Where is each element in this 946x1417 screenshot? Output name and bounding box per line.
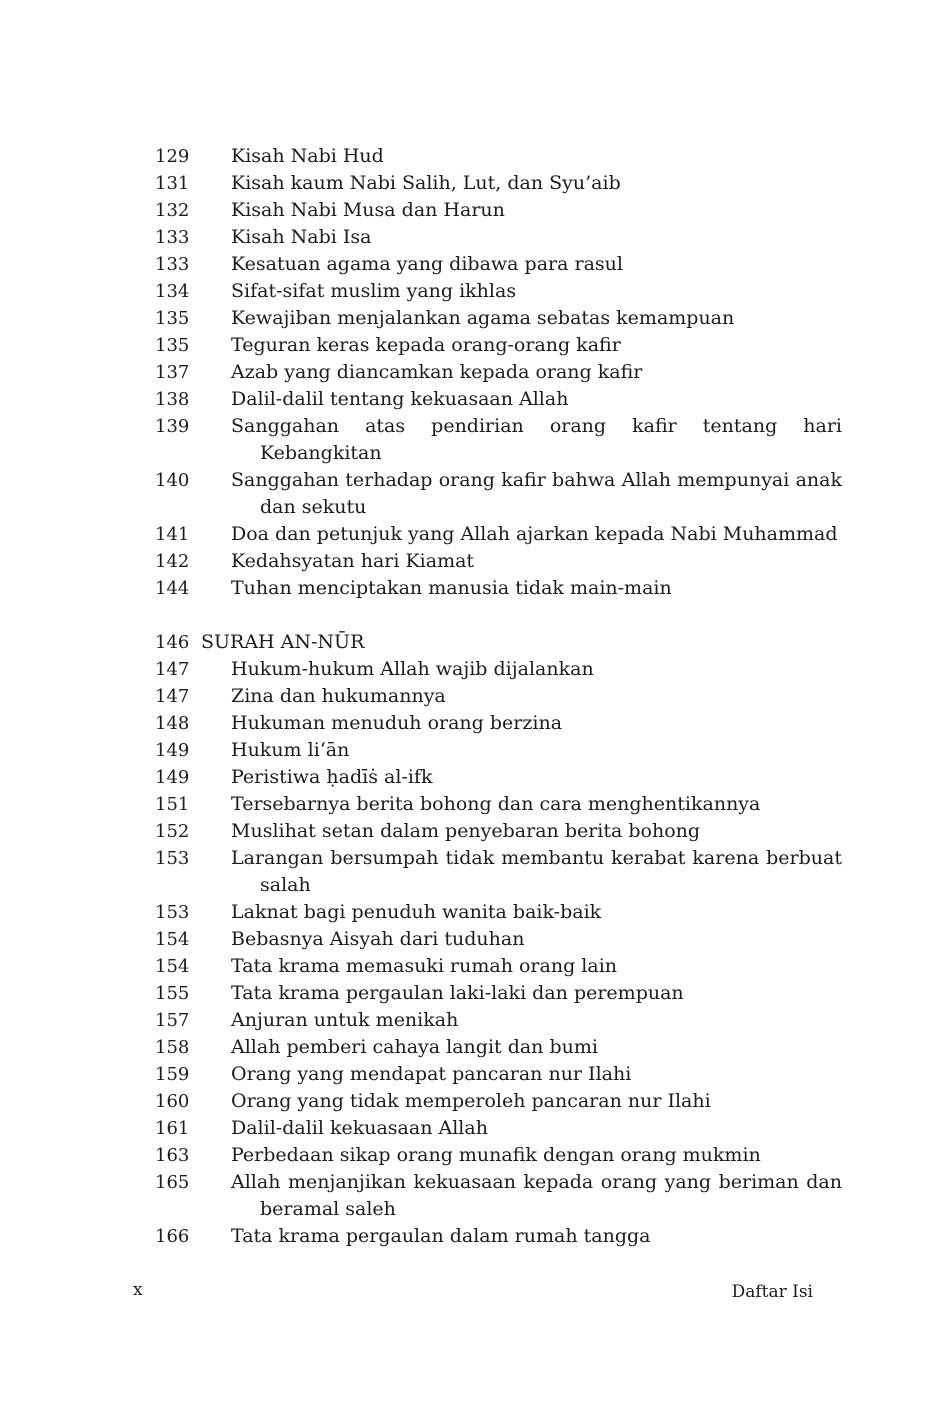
toc-entry [0, 359, 946, 386]
toc-entry-title: Doa dan petunjuk yang Allah ajarkan kepada Nabi Muhammad [231, 523, 838, 545]
toc-page-number: 158 [155, 1037, 190, 1058]
toc-entry [0, 1088, 946, 1115]
toc-entry-title: Tata krama pergaulan dalam rumah tangga [231, 1225, 651, 1247]
toc-page-number: 129 [155, 146, 190, 167]
toc-page-number: 131 [155, 173, 190, 194]
toc-entry [0, 953, 946, 980]
toc-entry-title: Allah menjanjikan kekuasaan kepada orang yang beriman dan beramal saleh [231, 1171, 842, 1220]
toc-entry-title: Kisah Nabi Musa dan Harun [231, 199, 505, 221]
toc-entry [0, 818, 946, 845]
toc-entry-title: Kedahsyatan hari Kiamat [231, 550, 475, 572]
toc-page-number: 138 [155, 389, 190, 410]
toc-entry-title: Dalil-dalil kekuasaan Allah [231, 1117, 488, 1139]
toc-entry [0, 764, 946, 791]
toc-entry [0, 332, 946, 359]
toc-entry [0, 1169, 946, 1223]
toc-entry [0, 899, 946, 926]
toc-page-number: 165 [155, 1172, 190, 1193]
toc-entry-title: Hukuman menuduh orang berzina [231, 712, 563, 734]
toc-entry-title: Kisah Nabi Hud [231, 145, 384, 167]
toc-entry [0, 521, 946, 548]
footer-running-title: Daftar Isi [731, 1282, 813, 1302]
toc-entry-title: Tata krama pergaulan laki-laki dan perempuan [231, 982, 684, 1004]
toc-page-number: 134 [155, 281, 190, 302]
toc-entry-title: Tuhan menciptakan manusia tidak main-main [231, 577, 672, 599]
toc-page-number: 135 [155, 308, 190, 329]
toc-page-number: 146 [155, 632, 190, 653]
toc-page-number: 149 [155, 740, 190, 761]
toc-entry [0, 845, 946, 899]
toc-page-number: 133 [155, 227, 190, 248]
toc-entry-title: Sifat-sifat muslim yang ikhlas [231, 280, 517, 302]
toc-entry-title: Dalil-dalil tentang kekuasaan Allah [231, 388, 569, 410]
toc-page-number: 151 [155, 794, 190, 815]
toc-entry-title: Sanggahan atas pendirian orang kafir tentang hari Kebangkitan [231, 415, 842, 464]
toc-page-number: 139 [155, 416, 190, 437]
toc-entry [0, 251, 946, 278]
toc-entry [0, 1142, 946, 1169]
toc-heading-title: SURAH AN-NŪR [201, 631, 365, 653]
toc-entry-title: Teguran keras kepada orang-orang kafir [231, 334, 621, 356]
toc-entry-title: Tersebarnya berita bohong dan cara menghentikannya [231, 793, 761, 815]
toc-entry [0, 1007, 946, 1034]
toc-entry [0, 278, 946, 305]
toc-entry [0, 575, 946, 602]
footer-page-number: x [133, 1280, 143, 1300]
toc-entry [0, 683, 946, 710]
toc-entry [0, 170, 946, 197]
toc-entry-title: Laknat bagi penuduh wanita baik-baik [231, 901, 602, 923]
toc-page-number: 147 [155, 686, 190, 707]
toc-entry-title: Orang yang mendapat pancaran nur Ilahi [231, 1063, 632, 1085]
toc-page-number: 160 [155, 1091, 190, 1112]
toc-page-number: 148 [155, 713, 190, 734]
toc-entry [0, 1034, 946, 1061]
toc-entry-title: Bebasnya Aisyah dari tuduhan [231, 928, 525, 950]
toc-entry-title: Kesatuan agama yang dibawa para rasul [231, 253, 623, 275]
toc-entry-title: Perbedaan sikap orang munafik dengan orang mukmin [231, 1144, 761, 1166]
toc-entry [0, 143, 946, 170]
toc-entry [0, 980, 946, 1007]
toc-page-number: 141 [155, 524, 190, 545]
toc-page-number: 144 [155, 578, 190, 599]
section-gap [0, 602, 946, 629]
toc-entry-title: Orang yang tidak memperoleh pancaran nur Ilahi [231, 1090, 711, 1112]
table-of-contents [0, 143, 946, 1250]
toc-section-heading [0, 629, 946, 656]
toc-entry [0, 737, 946, 764]
toc-page-number: 159 [155, 1064, 190, 1085]
toc-entry-title: Larangan bersumpah tidak membantu kerabat karena berbuat salah [231, 847, 842, 896]
toc-entry-title: Peristiwa ḥadīṡ al-ifk [231, 766, 433, 788]
toc-page-number: 147 [155, 659, 190, 680]
toc-entry [0, 710, 946, 737]
toc-page-number: 153 [155, 902, 190, 923]
toc-entry-title: Kewajiban menjalankan agama sebatas kemampuan [231, 307, 735, 329]
toc-entry [0, 1223, 946, 1250]
toc-page-number: 153 [155, 848, 190, 869]
toc-entry-title: Anjuran untuk menikah [231, 1009, 459, 1031]
toc-entry-title: Azab yang diancamkan kepada orang kafir [231, 361, 643, 383]
toc-entry [0, 413, 946, 467]
toc-page-number: 137 [155, 362, 190, 383]
toc-entry-title: Sanggahan terhadap orang kafir bahwa Allah mempunyai anak dan sekutu [231, 469, 842, 518]
toc-page-number: 155 [155, 983, 190, 1004]
toc-page-number: 161 [155, 1118, 190, 1139]
toc-entry [0, 224, 946, 251]
toc-page-number: 157 [155, 1010, 190, 1031]
toc-page-number: 132 [155, 200, 190, 221]
toc-entry [0, 1061, 946, 1088]
toc-entry [0, 386, 946, 413]
toc-page-number: 166 [155, 1226, 190, 1247]
toc-page-number: 140 [155, 470, 190, 491]
toc-page-number: 154 [155, 929, 190, 950]
toc-entry [0, 1115, 946, 1142]
toc-entry-title: Muslihat setan dalam penyebaran berita bohong [231, 820, 701, 842]
toc-entry-title: Kisah kaum Nabi Salih, Lut, dan Syu’aib [231, 172, 621, 194]
toc-entry [0, 926, 946, 953]
toc-entry-title: Hukum liʻān [231, 739, 350, 761]
toc-page-number: 142 [155, 551, 190, 572]
toc-page-number: 135 [155, 335, 190, 356]
toc-page-number: 133 [155, 254, 190, 275]
toc-entry-title: Zina dan hukumannya [231, 685, 446, 707]
toc-entry [0, 197, 946, 224]
toc-page-number: 152 [155, 821, 190, 842]
toc-entry [0, 548, 946, 575]
toc-entry [0, 791, 946, 818]
toc-page-number: 154 [155, 956, 190, 977]
toc-page-number: 149 [155, 767, 190, 788]
toc-entry [0, 467, 946, 521]
toc-entry-title: Allah pemberi cahaya langit dan bumi [231, 1036, 598, 1058]
toc-entry-title: Tata krama memasuki rumah orang lain [231, 955, 618, 977]
toc-page-number: 163 [155, 1145, 190, 1166]
toc-entry [0, 305, 946, 332]
toc-entry-title: Kisah Nabi Isa [231, 226, 372, 248]
toc-entry [0, 656, 946, 683]
toc-entry-title: Hukum-hukum Allah wajib dijalankan [231, 658, 594, 680]
